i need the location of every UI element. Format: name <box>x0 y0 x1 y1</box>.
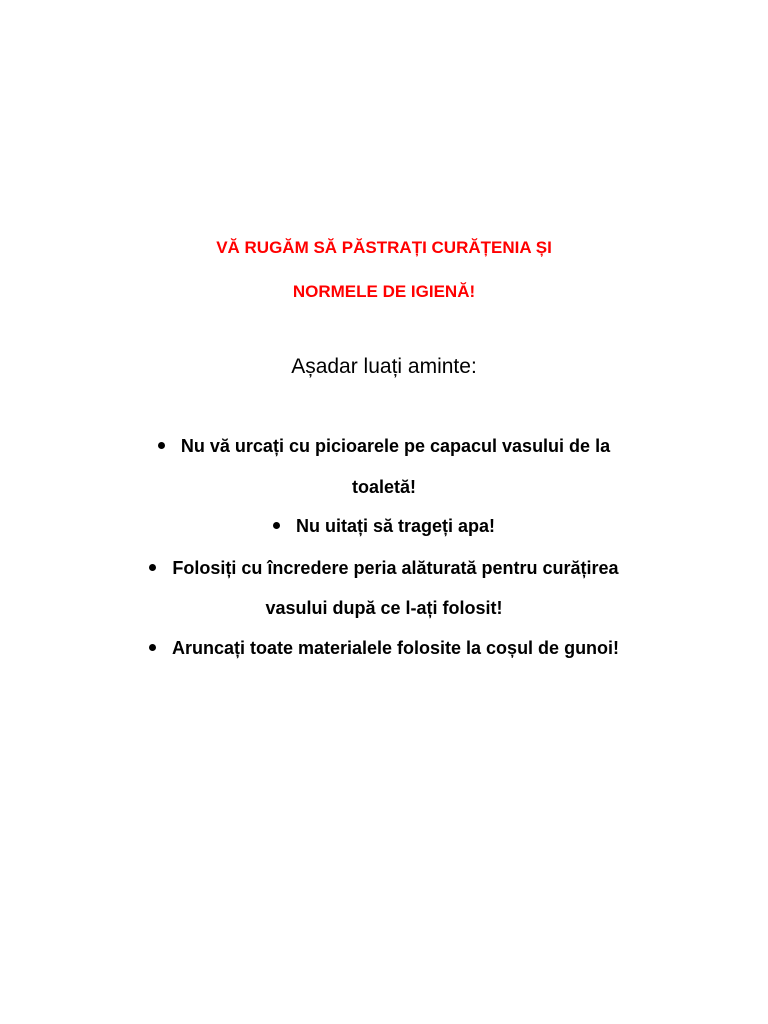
bullet-item-1-continuation: toaletă! <box>351 477 416 497</box>
bullet-item-4 <box>0 638 768 659</box>
bullet-item-2 <box>0 516 768 537</box>
bullet-dot-icon <box>149 564 156 571</box>
bullet-dot-icon <box>149 644 156 651</box>
bullet-item-3-text: Folosiți cu încredere peria alăturată pentru curățirea <box>172 558 619 578</box>
bullet-dot-icon <box>158 442 165 449</box>
bullet-dot-icon <box>273 522 280 529</box>
bullet-item-2-text: Nu uitați să trageți apa! <box>295 516 496 536</box>
subheading: Așadar luați aminte: <box>291 355 477 378</box>
bullet-item-1 <box>0 436 768 457</box>
bullet-item-3 <box>0 558 768 579</box>
bullet-item-4-text: Aruncați toate materialele folosite la coșul de gunoi! <box>171 638 620 658</box>
bullet-item-3-continuation: vasului după ce l-ați folosit! <box>265 598 503 618</box>
bullet-item-1-text: Nu vă urcați cu picioarele pe capacul vasului de la <box>180 436 611 456</box>
notice-title-line-1: VĂ RUGĂM SĂ PĂSTRAȚI CURĂȚENIA ȘI <box>216 238 552 257</box>
notice-title-line-2: NORMELE DE IGIENĂ! <box>292 282 476 301</box>
